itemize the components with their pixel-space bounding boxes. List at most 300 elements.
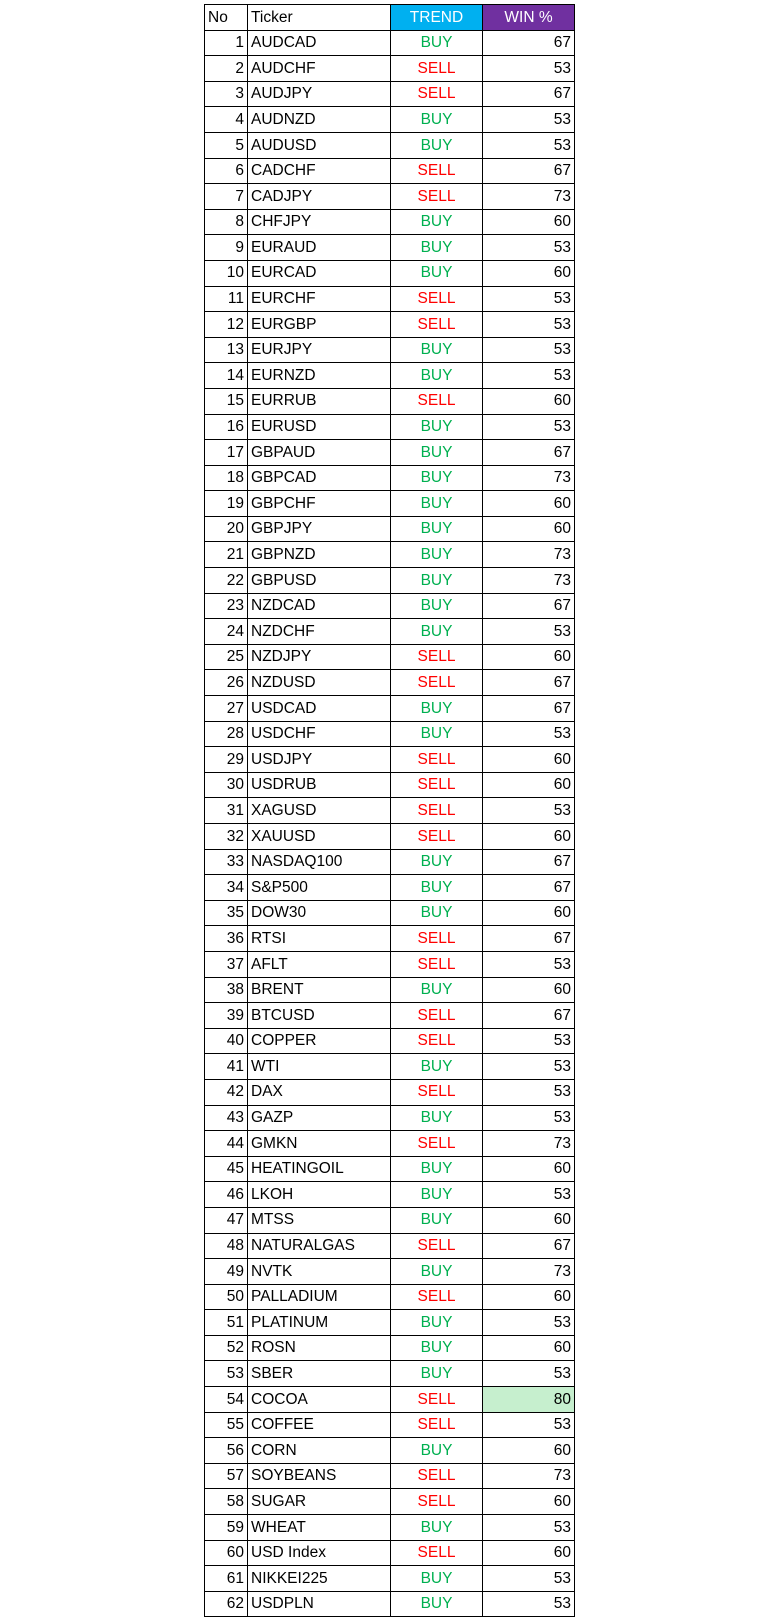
cell-no: 29 (205, 747, 248, 773)
cell-ticker: HEATINGOIL (248, 1156, 391, 1182)
cell-win-percent: 60 (483, 1284, 575, 1310)
cell-no: 22 (205, 568, 248, 594)
table-row (205, 1540, 575, 1566)
cell-trend: BUY (391, 1182, 483, 1208)
cell-no: 54 (205, 1387, 248, 1413)
cell-win-percent: 53 (483, 312, 575, 338)
cell-win-percent: 60 (483, 491, 575, 517)
cell-win-percent: 53 (483, 1182, 575, 1208)
cell-win-percent: 73 (483, 465, 575, 491)
table-row (205, 388, 575, 414)
cell-no: 40 (205, 1028, 248, 1054)
cell-win-percent: 60 (483, 1335, 575, 1361)
cell-trend: SELL (391, 824, 483, 850)
cell-trend: BUY (391, 696, 483, 722)
cell-no: 61 (205, 1566, 248, 1592)
cell-ticker: DAX (248, 1079, 391, 1105)
cell-win-percent: 53 (483, 1310, 575, 1336)
cell-no: 36 (205, 926, 248, 952)
cell-ticker: EURJPY (248, 337, 391, 363)
cell-trend: SELL (391, 1284, 483, 1310)
cell-win-percent: 60 (483, 209, 575, 235)
cell-win-percent: 53 (483, 1412, 575, 1438)
table-header (205, 5, 575, 31)
cell-trend: BUY (391, 593, 483, 619)
cell-no: 14 (205, 363, 248, 389)
cell-ticker: USDRUB (248, 772, 391, 798)
trend-table (204, 4, 575, 1617)
cell-trend: BUY (391, 849, 483, 875)
cell-ticker: AFLT (248, 951, 391, 977)
table-row (205, 312, 575, 338)
table-row (205, 951, 575, 977)
cell-no: 28 (205, 721, 248, 747)
cell-win-percent: 73 (483, 568, 575, 594)
cell-ticker: SUGAR (248, 1489, 391, 1515)
table-row (205, 440, 575, 466)
cell-win-percent: 53 (483, 56, 575, 82)
cell-trend: BUY (391, 1566, 483, 1592)
cell-win-percent: 53 (483, 1515, 575, 1541)
cell-ticker: CADJPY (248, 184, 391, 210)
cell-ticker: USDJPY (248, 747, 391, 773)
cell-trend: SELL (391, 951, 483, 977)
cell-win-percent: 60 (483, 772, 575, 798)
cell-trend: SELL (391, 772, 483, 798)
cell-no: 11 (205, 286, 248, 312)
cell-no: 17 (205, 440, 248, 466)
cell-trend: SELL (391, 388, 483, 414)
table-row (205, 158, 575, 184)
cell-win-percent: 53 (483, 1591, 575, 1617)
cell-trend: BUY (391, 363, 483, 389)
cell-ticker: NZDCAD (248, 593, 391, 619)
cell-no: 60 (205, 1540, 248, 1566)
table-row (205, 132, 575, 158)
cell-ticker: EURRUB (248, 388, 391, 414)
cell-ticker: CADCHF (248, 158, 391, 184)
cell-win-percent: 53 (483, 107, 575, 133)
table-row (205, 286, 575, 312)
table-row (205, 363, 575, 389)
cell-trend: BUY (391, 209, 483, 235)
cell-no: 39 (205, 1003, 248, 1029)
cell-win-percent: 73 (483, 1463, 575, 1489)
cell-ticker: GMKN (248, 1131, 391, 1157)
cell-no: 10 (205, 260, 248, 286)
column-header-ticker: Ticker (248, 5, 391, 31)
cell-ticker: S&P500 (248, 875, 391, 901)
cell-ticker: ROSN (248, 1335, 391, 1361)
cell-trend: SELL (391, 81, 483, 107)
table-row (205, 926, 575, 952)
cell-ticker: PALLADIUM (248, 1284, 391, 1310)
cell-ticker: NVTK (248, 1259, 391, 1285)
cell-no: 32 (205, 824, 248, 850)
table-row (205, 619, 575, 645)
table-row (205, 849, 575, 875)
cell-trend: SELL (391, 56, 483, 82)
cell-trend: BUY (391, 1054, 483, 1080)
cell-no: 19 (205, 491, 248, 517)
table-row (205, 1412, 575, 1438)
cell-trend: BUY (391, 542, 483, 568)
cell-trend: BUY (391, 1591, 483, 1617)
trend-table-container (204, 4, 574, 1617)
table-row (205, 107, 575, 133)
cell-no: 56 (205, 1438, 248, 1464)
cell-no: 27 (205, 696, 248, 722)
cell-ticker: GBPNZD (248, 542, 391, 568)
cell-trend: BUY (391, 1310, 483, 1336)
cell-no: 8 (205, 209, 248, 235)
cell-trend: BUY (391, 875, 483, 901)
cell-win-percent: 53 (483, 721, 575, 747)
cell-ticker: NZDCHF (248, 619, 391, 645)
cell-win-percent: 67 (483, 81, 575, 107)
table-row (205, 516, 575, 542)
table-row (205, 1284, 575, 1310)
cell-win-percent: 60 (483, 1489, 575, 1515)
cell-win-percent: 53 (483, 1079, 575, 1105)
cell-win-percent: 53 (483, 132, 575, 158)
cell-trend: SELL (391, 1131, 483, 1157)
cell-win-percent: 60 (483, 1540, 575, 1566)
cell-win-percent: 53 (483, 798, 575, 824)
cell-win-percent: 73 (483, 542, 575, 568)
cell-trend: BUY (391, 1105, 483, 1131)
cell-win-percent: 67 (483, 158, 575, 184)
cell-trend: SELL (391, 1463, 483, 1489)
table-row (205, 184, 575, 210)
cell-no: 15 (205, 388, 248, 414)
table-row (205, 696, 575, 722)
table-row (205, 414, 575, 440)
cell-trend: BUY (391, 107, 483, 133)
cell-no: 47 (205, 1207, 248, 1233)
table-row (205, 1131, 575, 1157)
cell-ticker: DOW30 (248, 900, 391, 926)
cell-win-percent: 60 (483, 1207, 575, 1233)
cell-no: 7 (205, 184, 248, 210)
cell-trend: SELL (391, 184, 483, 210)
cell-no: 49 (205, 1259, 248, 1285)
cell-ticker: NZDUSD (248, 670, 391, 696)
table-row (205, 1463, 575, 1489)
cell-ticker: COFFEE (248, 1412, 391, 1438)
table-row (205, 260, 575, 286)
cell-no: 51 (205, 1310, 248, 1336)
table-row (205, 1489, 575, 1515)
cell-win-percent: 67 (483, 30, 575, 56)
cell-win-percent: 73 (483, 1131, 575, 1157)
cell-ticker: COPPER (248, 1028, 391, 1054)
cell-no: 24 (205, 619, 248, 645)
cell-ticker: GBPJPY (248, 516, 391, 542)
cell-trend: SELL (391, 1540, 483, 1566)
cell-no: 20 (205, 516, 248, 542)
table-row (205, 1259, 575, 1285)
cell-trend: BUY (391, 1515, 483, 1541)
cell-no: 13 (205, 337, 248, 363)
cell-win-percent: 60 (483, 388, 575, 414)
cell-ticker: SOYBEANS (248, 1463, 391, 1489)
table-row (205, 747, 575, 773)
cell-no: 43 (205, 1105, 248, 1131)
table-row (205, 875, 575, 901)
cell-trend: BUY (391, 516, 483, 542)
cell-no: 52 (205, 1335, 248, 1361)
cell-ticker: EURGBP (248, 312, 391, 338)
cell-win-percent: 53 (483, 619, 575, 645)
cell-no: 46 (205, 1182, 248, 1208)
cell-trend: BUY (391, 465, 483, 491)
cell-ticker: BTCUSD (248, 1003, 391, 1029)
cell-win-percent: 53 (483, 951, 575, 977)
table-row (205, 1079, 575, 1105)
cell-win-percent: 53 (483, 286, 575, 312)
cell-trend: BUY (391, 440, 483, 466)
cell-no: 41 (205, 1054, 248, 1080)
cell-trend: BUY (391, 1335, 483, 1361)
cell-ticker: EURUSD (248, 414, 391, 440)
cell-trend: BUY (391, 900, 483, 926)
table-row (205, 1387, 575, 1413)
table-row (205, 977, 575, 1003)
cell-no: 6 (205, 158, 248, 184)
table-row (205, 465, 575, 491)
cell-no: 50 (205, 1284, 248, 1310)
cell-win-percent: 60 (483, 1438, 575, 1464)
table-row (205, 593, 575, 619)
cell-ticker: XAGUSD (248, 798, 391, 824)
cell-ticker: GBPUSD (248, 568, 391, 594)
table-row (205, 1156, 575, 1182)
cell-ticker: AUDUSD (248, 132, 391, 158)
cell-ticker: AUDNZD (248, 107, 391, 133)
table-row (205, 1207, 575, 1233)
table-row (205, 568, 575, 594)
cell-ticker: LKOH (248, 1182, 391, 1208)
table-row (205, 1054, 575, 1080)
table-row (205, 542, 575, 568)
cell-no: 25 (205, 644, 248, 670)
cell-no: 44 (205, 1131, 248, 1157)
table-row (205, 670, 575, 696)
cell-win-percent: 80 (483, 1387, 575, 1413)
cell-trend: SELL (391, 1387, 483, 1413)
table-row (205, 1361, 575, 1387)
cell-trend: SELL (391, 798, 483, 824)
cell-ticker: EURAUD (248, 235, 391, 261)
cell-no: 48 (205, 1233, 248, 1259)
cell-no: 9 (205, 235, 248, 261)
cell-trend: BUY (391, 721, 483, 747)
cell-no: 5 (205, 132, 248, 158)
cell-ticker: CHFJPY (248, 209, 391, 235)
cell-trend: BUY (391, 977, 483, 1003)
cell-ticker: COCOA (248, 1387, 391, 1413)
column-header-win: WIN % (483, 5, 575, 31)
cell-no: 2 (205, 56, 248, 82)
cell-ticker: WTI (248, 1054, 391, 1080)
cell-ticker: AUDCHF (248, 56, 391, 82)
table-row (205, 721, 575, 747)
table-row (205, 798, 575, 824)
cell-trend: BUY (391, 1156, 483, 1182)
cell-win-percent: 53 (483, 1054, 575, 1080)
cell-no: 4 (205, 107, 248, 133)
cell-win-percent: 67 (483, 849, 575, 875)
cell-no: 58 (205, 1489, 248, 1515)
table-row (205, 824, 575, 850)
cell-win-percent: 53 (483, 414, 575, 440)
cell-no: 33 (205, 849, 248, 875)
table-row (205, 644, 575, 670)
cell-ticker: GAZP (248, 1105, 391, 1131)
table-row (205, 30, 575, 56)
table-row (205, 1105, 575, 1131)
cell-ticker: NATURALGAS (248, 1233, 391, 1259)
table-row (205, 900, 575, 926)
cell-win-percent: 73 (483, 184, 575, 210)
cell-win-percent: 53 (483, 1028, 575, 1054)
cell-no: 53 (205, 1361, 248, 1387)
cell-ticker: EURCHF (248, 286, 391, 312)
cell-ticker: NIKKEI225 (248, 1566, 391, 1592)
table-row (205, 56, 575, 82)
cell-no: 18 (205, 465, 248, 491)
table-row (205, 235, 575, 261)
cell-trend: BUY (391, 132, 483, 158)
cell-win-percent: 67 (483, 696, 575, 722)
cell-trend: BUY (391, 568, 483, 594)
cell-trend: BUY (391, 1259, 483, 1285)
cell-ticker: NZDJPY (248, 644, 391, 670)
cell-no: 38 (205, 977, 248, 1003)
cell-ticker: AUDJPY (248, 81, 391, 107)
cell-ticker: NASDAQ100 (248, 849, 391, 875)
cell-trend: SELL (391, 286, 483, 312)
cell-trend: SELL (391, 158, 483, 184)
cell-no: 3 (205, 81, 248, 107)
cell-no: 55 (205, 1412, 248, 1438)
cell-win-percent: 67 (483, 670, 575, 696)
cell-ticker: WHEAT (248, 1515, 391, 1541)
table-row (205, 772, 575, 798)
cell-win-percent: 67 (483, 1003, 575, 1029)
table-row (205, 1566, 575, 1592)
cell-no: 37 (205, 951, 248, 977)
cell-ticker: USDCHF (248, 721, 391, 747)
cell-trend: SELL (391, 670, 483, 696)
cell-win-percent: 53 (483, 363, 575, 389)
cell-trend: SELL (391, 1028, 483, 1054)
cell-no: 42 (205, 1079, 248, 1105)
cell-win-percent: 60 (483, 900, 575, 926)
cell-no: 59 (205, 1515, 248, 1541)
table-row (205, 81, 575, 107)
cell-trend: BUY (391, 619, 483, 645)
cell-win-percent: 73 (483, 1259, 575, 1285)
cell-trend: SELL (391, 644, 483, 670)
cell-trend: BUY (391, 1361, 483, 1387)
cell-win-percent: 67 (483, 875, 575, 901)
cell-ticker: USD Index (248, 1540, 391, 1566)
cell-trend: SELL (391, 1233, 483, 1259)
cell-ticker: MTSS (248, 1207, 391, 1233)
column-header-trend: TREND (391, 5, 483, 31)
cell-ticker: GBPAUD (248, 440, 391, 466)
cell-win-percent: 67 (483, 593, 575, 619)
cell-win-percent: 60 (483, 516, 575, 542)
cell-no: 26 (205, 670, 248, 696)
cell-trend: SELL (391, 926, 483, 952)
cell-trend: BUY (391, 235, 483, 261)
cell-no: 23 (205, 593, 248, 619)
cell-ticker: CORN (248, 1438, 391, 1464)
cell-trend: BUY (391, 260, 483, 286)
cell-ticker: SBER (248, 1361, 391, 1387)
cell-win-percent: 67 (483, 926, 575, 952)
column-header-no: No (205, 5, 248, 31)
cell-win-percent: 60 (483, 747, 575, 773)
cell-ticker: USDPLN (248, 1591, 391, 1617)
table-body (205, 30, 575, 1617)
cell-win-percent: 60 (483, 1156, 575, 1182)
cell-no: 1 (205, 30, 248, 56)
cell-win-percent: 53 (483, 1361, 575, 1387)
cell-ticker: RTSI (248, 926, 391, 952)
table-row (205, 1438, 575, 1464)
cell-ticker: GBPCAD (248, 465, 391, 491)
cell-trend: SELL (391, 1079, 483, 1105)
table-row (205, 1233, 575, 1259)
cell-trend: SELL (391, 1003, 483, 1029)
cell-no: 62 (205, 1591, 248, 1617)
table-row (205, 1310, 575, 1336)
table-row (205, 1003, 575, 1029)
cell-no: 45 (205, 1156, 248, 1182)
cell-trend: BUY (391, 1207, 483, 1233)
cell-win-percent: 53 (483, 1566, 575, 1592)
cell-win-percent: 60 (483, 824, 575, 850)
cell-no: 30 (205, 772, 248, 798)
cell-ticker: EURCAD (248, 260, 391, 286)
cell-win-percent: 60 (483, 977, 575, 1003)
table-row (205, 209, 575, 235)
cell-ticker: EURNZD (248, 363, 391, 389)
table-header-row (205, 5, 575, 31)
cell-no: 31 (205, 798, 248, 824)
cell-trend: BUY (391, 30, 483, 56)
cell-trend: BUY (391, 414, 483, 440)
cell-no: 16 (205, 414, 248, 440)
cell-ticker: XAUUSD (248, 824, 391, 850)
cell-win-percent: 67 (483, 1233, 575, 1259)
cell-trend: SELL (391, 1412, 483, 1438)
cell-win-percent: 60 (483, 644, 575, 670)
table-row (205, 491, 575, 517)
cell-trend: BUY (391, 1438, 483, 1464)
cell-ticker: GBPCHF (248, 491, 391, 517)
cell-no: 57 (205, 1463, 248, 1489)
cell-win-percent: 67 (483, 440, 575, 466)
cell-trend: SELL (391, 1489, 483, 1515)
cell-win-percent: 53 (483, 235, 575, 261)
cell-trend: BUY (391, 491, 483, 517)
cell-trend: SELL (391, 747, 483, 773)
